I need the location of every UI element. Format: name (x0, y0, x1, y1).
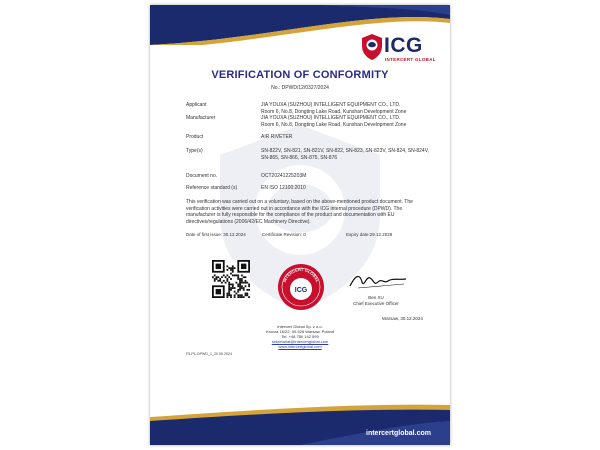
certificate-number: No.: DPWD/12/0327/2024 (271, 85, 329, 91)
applicant-label: Applicant (186, 102, 207, 108)
standard-label: Reference standard (s) (186, 185, 238, 191)
document-number-value: OCT20241225203M (261, 173, 307, 179)
manufacturer-value: JIA YOUXA (SUZHOU) INTELLIGENT EQUIPMENT CO., LTD. (261, 115, 401, 121)
types-label: Type(s) (186, 148, 203, 154)
company-email-link[interactable]: sekretariat@intercertglobal.com (271, 339, 329, 344)
standard-value: EN ISO 12100:2010 (261, 185, 306, 191)
footer-website-link[interactable]: intercertglobal.com (366, 430, 431, 437)
signer-title: Chief Executive Officer (353, 301, 399, 306)
issue-place-date: Warsaw, 30.12.2024 (382, 316, 423, 321)
applicant-value: JIA YOUXA (SUZHOU) INTELLIGENT EQUIPMENT CO., LTD. (261, 102, 401, 108)
icg-logo (360, 33, 440, 69)
icg-seal-icon (277, 263, 325, 311)
signer-name: Ben XU (368, 295, 384, 300)
logo-text: ICG (384, 34, 423, 57)
manufacturer-address: Room 6, No.8, Dongting Lake Road, Kunshan Development Zone (261, 121, 407, 128)
qr-code (212, 260, 250, 298)
lion-shield-icon (360, 33, 384, 61)
certificate-revision: Certificate Revision: 0 (262, 232, 306, 237)
certificate-page (150, 5, 450, 445)
applicant-address: Room 6, No.8, Dongting Lake Road, Kunshan Development Zone (261, 108, 407, 115)
company-street: Krucza 16/22, 00-526 Warsaw, Poland (265, 329, 335, 334)
form-code: F5-P1-DPWD_1_20.05.2024 (186, 352, 232, 356)
company-web-link[interactable]: www.intercertglobal.com (278, 344, 322, 349)
document-title: VERIFICATION OF CONFORMITY (211, 69, 389, 81)
logo-subtitle: INTERCERT GLOBAL (385, 57, 436, 62)
company-phone: Tel. +48 780 142 599 (281, 334, 319, 339)
expiry-date: Expiry date:29.12.2029 (346, 232, 393, 237)
product-value: AIR RIVETER (261, 134, 293, 140)
document-number-label: Document no. (186, 173, 218, 179)
types-value: SN-822V, SN-821, SN-821V, SN-822, SN-823, SN-823V, SN-824, SN-824V, SN-865, SN-866, SN-875, SN-876 (261, 148, 429, 161)
company-name: Intercert Global Sp. z o.o. (277, 324, 323, 329)
product-label: Product (186, 134, 204, 140)
manufacturer-label: Manufacturer (186, 115, 216, 121)
bottom-decorative-band (150, 403, 450, 445)
verification-statement: This verification was carried out on a voluntary, based on the above-mentioned product document. The verification activities were carried out in accordance with the ICG internal procedure (DPWD). The manufacturer is fully responsible for the compliance of the product and documentation with EU directives/regulations (2006/42/EC Machinery Directive). (186, 199, 413, 225)
signature-image (348, 270, 408, 292)
seal-logo-text: ICG (294, 287, 308, 294)
seal-text: INTERCERT GLOBAL (281, 266, 321, 283)
first-issue-date: Date of first issue: 30.12.2024 (186, 232, 246, 237)
